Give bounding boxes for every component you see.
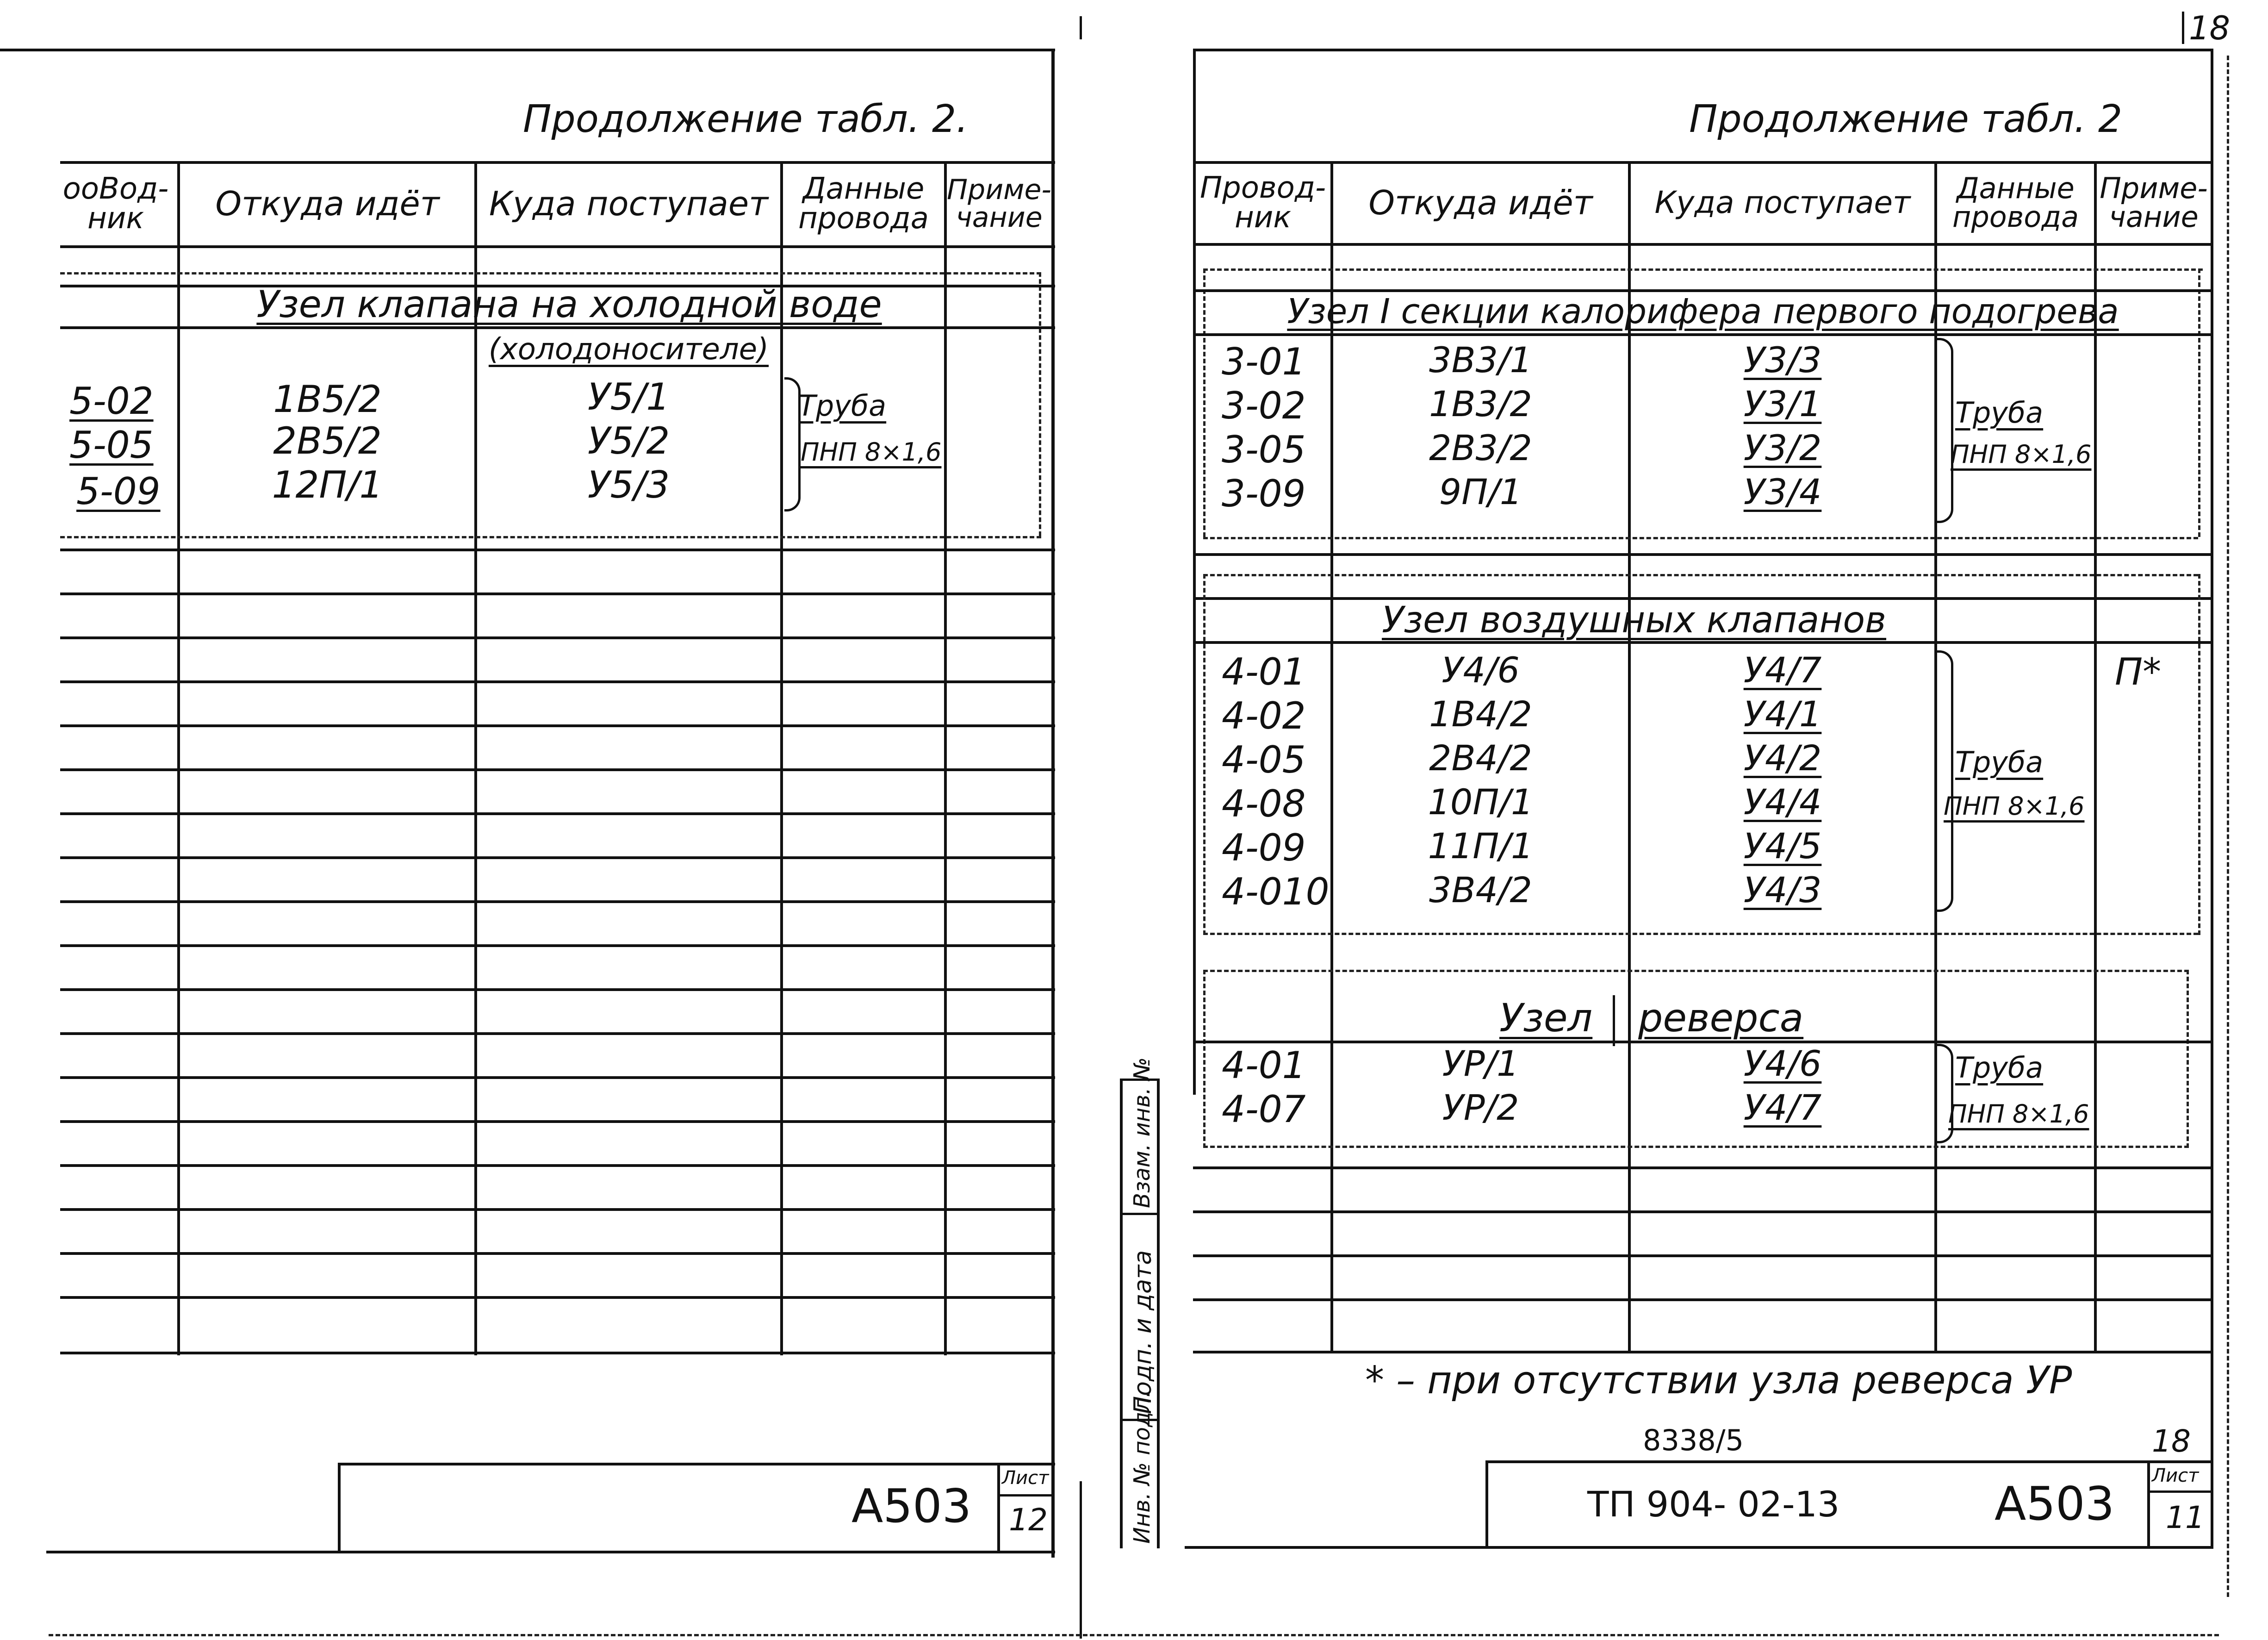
brace [1937, 650, 1953, 912]
from-cell: У4/6 [1442, 649, 1520, 691]
stamp-code: А503 [851, 1479, 972, 1533]
from-cell: 3В4/2 [1429, 869, 1532, 910]
wire-cell: 4-01 [1222, 650, 1306, 693]
to-cell: У4/3 [1743, 869, 1822, 910]
from-cell: 11П/1 [1428, 825, 1534, 867]
to-cell: У4/6 [1743, 1042, 1822, 1084]
wire-size: ПНП 8×1,6 [1944, 792, 2085, 821]
from-cell: УР/1 [1442, 1042, 1519, 1084]
header-data: Данные провода [1952, 171, 2079, 234]
to-cell: У3/2 [1743, 427, 1822, 468]
wire-cell: 4-09 [1222, 826, 1306, 869]
to-cell: У5/1 [587, 375, 670, 418]
to-cell: У4/7 [1743, 1086, 1822, 1128]
section-title: Узел клапана на холодной воде [256, 282, 882, 326]
brace [1937, 338, 1953, 523]
wire-cell: 3-02 [1222, 384, 1306, 427]
sheet-label: Лист [2152, 1465, 2199, 1486]
from-cell: УР/2 [1442, 1086, 1519, 1128]
wire-size: ПНП 8×1,6 [1951, 440, 2092, 469]
to-cell: У3/3 [1743, 339, 1822, 380]
wire-cell: 3-05 [1222, 428, 1306, 471]
section-title-a: Узел [1499, 995, 1593, 1041]
to-cell: У4/7 [1743, 649, 1822, 691]
wire-size: ПНП 8×1,6 [1948, 1099, 2089, 1129]
wire-cell: 4-02 [1222, 694, 1306, 737]
section-title: Узел I секции калорифера первого подогрева [1287, 291, 2119, 331]
wire-cell: 3-09 [1222, 472, 1306, 515]
from-cell: 12П/1 [272, 463, 383, 506]
wire-cell: 4-01 [1222, 1044, 1306, 1087]
wire-type: Труба [1955, 396, 2044, 430]
note-mark: П* [2115, 650, 2162, 693]
sheet-number: 12 [1009, 1502, 1048, 1538]
document-code: ТП 904- 02-13 [1587, 1484, 1840, 1525]
wire-cell: 4-07 [1222, 1088, 1306, 1131]
wire-cell: 4-05 [1222, 738, 1306, 781]
wire-cell: 5-09 [76, 470, 161, 513]
side-label-signature: Подп. и дата [1129, 1250, 1157, 1414]
header-to: Куда поступает [1654, 184, 1911, 220]
header-from: Откуда идёт [215, 184, 440, 223]
from-cell: 10П/1 [1428, 781, 1534, 823]
header-data: Данные провода [798, 172, 929, 236]
to-cell: У3/1 [1743, 383, 1822, 424]
wire-type: Труба [1955, 1051, 2044, 1085]
from-cell: 2В5/2 [273, 419, 382, 462]
header-note: Приме- чание [2100, 171, 2208, 234]
from-cell: 1В3/2 [1429, 383, 1532, 424]
from-cell: 1В4/2 [1429, 693, 1532, 735]
sheet-top-number: 18 [2152, 1423, 2191, 1459]
sheet-label: Лист [1002, 1467, 1049, 1489]
side-label-inventory: Инв. № подл. [1129, 1390, 1155, 1544]
wire-cell: 4-08 [1222, 782, 1306, 825]
section-title: Узел воздушных клапанов [1381, 599, 1887, 641]
side-label-replacement: Взам. инв. № [1129, 1057, 1155, 1208]
to-cell: У5/3 [587, 463, 670, 506]
to-cell: У4/1 [1743, 693, 1822, 735]
wire-type: Труба [798, 389, 887, 423]
wire-cell: 3-01 [1222, 340, 1306, 383]
wire-cell: 5-05 [69, 424, 154, 467]
wire-cell: 4-010 [1222, 870, 1330, 913]
continuation-label: Продолжение табл. 2 [1689, 97, 2123, 141]
wire-type: Труба [1955, 745, 2044, 779]
header-note: Приме- чание [946, 174, 1052, 234]
from-cell: 2В3/2 [1429, 427, 1532, 468]
header-wire: ооВод- ник [62, 172, 169, 236]
to-cell: У3/4 [1743, 471, 1822, 512]
section-title-b: реверса [1638, 995, 1804, 1041]
from-cell: 9П/1 [1439, 471, 1522, 512]
continuation-label: Продолжение табл. 2. [523, 97, 969, 141]
to-cell: У5/2 [587, 419, 670, 462]
to-cell: У4/2 [1743, 737, 1822, 779]
from-cell: 2В4/2 [1429, 737, 1532, 779]
page-corner-number: 18 [2189, 9, 2231, 47]
wire-size: ПНП 8×1,6 [801, 437, 942, 467]
header-wire: Провод- ник [1199, 170, 1326, 235]
section-subtitle: (холодоносителе) [488, 332, 769, 367]
from-cell: 1В5/2 [273, 377, 382, 421]
footnote: * – при отсутствии узла реверса УР [1365, 1359, 2072, 1403]
to-cell: У4/5 [1743, 825, 1822, 867]
to-cell: У4/4 [1743, 781, 1822, 823]
inventory-number: 8338/5 [1643, 1423, 1744, 1457]
header-from: Откуда идёт [1368, 183, 1593, 222]
header-to: Куда поступает [489, 184, 769, 223]
from-cell: 3В3/1 [1429, 339, 1532, 380]
stamp-code: А503 [1995, 1477, 2115, 1531]
wire-cell: 5-02 [69, 380, 154, 423]
sheet-number: 11 [2166, 1500, 2205, 1535]
